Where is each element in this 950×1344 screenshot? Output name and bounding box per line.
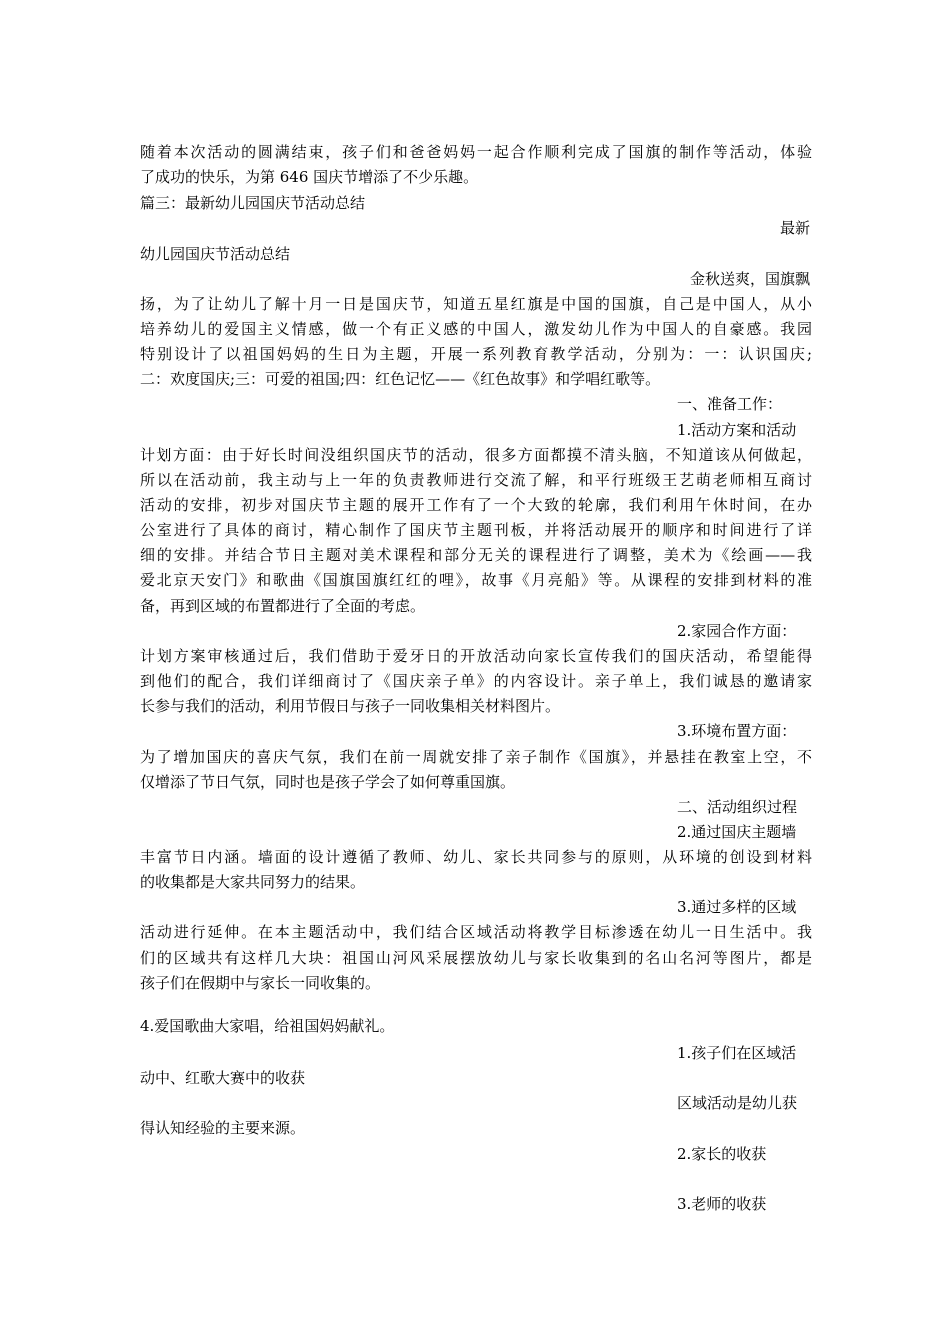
body-text-line: 计划方面：由于好长时间没组织国庆节的活动，很多方面都摸不清头脑，不知道该从何做起，	[140, 446, 812, 464]
body-text-line: 的收集都是大家共同努力的结果。	[140, 873, 366, 891]
body-text-line: 丰富节日内涵。墙面的设计遵循了教师、幼儿、家长共同参与的原则，从环境的创设到材料	[140, 848, 812, 866]
body-text-line: 得认知经验的主要来源。	[140, 1119, 306, 1137]
subsection-heading: 二、活动组织过程	[677, 798, 798, 816]
document-title-part: 最新	[779, 219, 810, 237]
subsection-heading: 2.家园合作方面：	[677, 622, 797, 640]
body-text-line: 二：欢度国庆;三：可爱的祖国;四：红色记忆——《红色故事》和学唱红歌等。	[140, 370, 661, 388]
subsection-heading: 2.通过国庆主题墙	[677, 823, 797, 841]
body-text-line: 备，再到区域的布置都进行了全面的考虑。	[140, 597, 426, 615]
body-text-line: 所以在活动前，我主动与上一年的负责教师进行交流了解，和平行班级王艺萌老师相互商讨	[140, 471, 812, 489]
subsection-heading: 2.家长的收获	[677, 1145, 767, 1163]
body-text-line: 孩子们在假期中与家长一同收集的。	[140, 974, 381, 992]
body-text-line: 区域活动是幼儿获	[677, 1094, 798, 1112]
body-text-line: 活动进行延伸。在本主题活动中，我们结合区域活动将教学目标渗透在幼儿一日生活中。我	[140, 923, 812, 941]
body-text-line: 细的安排。并结合节日主题对美术课程和部分无关的课程进行了调整，美术为《绘画——我	[140, 546, 812, 564]
body-text-line: 为了增加国庆的喜庆气氛，我们在前一周就安排了亲子制作《国旗》，并悬挂在教室上空，不	[140, 748, 812, 766]
body-text-line: 特别设计了以祖国妈妈的生日为主题，开展一系列教育教学活动，分别为：一：认识国庆;	[140, 345, 812, 363]
body-text-line: 了成功的快乐，为第 646 国庆节增添了不少乐趣。	[140, 168, 479, 186]
subsection-heading: 4.爱国歌曲大家唱，给祖国妈妈献礼。	[140, 1017, 395, 1035]
subsection-heading: 3.老师的收获	[677, 1195, 767, 1213]
body-text-line: 活动的安排，初步对国庆节主题的展开工作有了一个大致的轮廓，我们利用午休时间，在办	[140, 496, 812, 514]
body-text-line: 扬，为了让幼儿了解十月一日是国庆节，知道五星红旗是中国的国旗，自己是中国人，从小	[140, 295, 812, 313]
body-text-line: 动中、红歌大赛中的收获	[140, 1069, 306, 1087]
body-text-line: 长参与我们的活动，利用节假日与孩子一同收集相关材料图片。	[140, 697, 561, 715]
subsection-heading: 3.环境布置方面：	[677, 722, 797, 740]
body-text-line: 爱北京天安门》和歌曲《国旗国旗红红的哩》，故事《月亮船》等。从课程的安排到材料的准	[140, 571, 812, 589]
document-title-part: 幼儿园国庆节活动总结	[140, 245, 291, 263]
body-text-line: 随着本次活动的圆满结束，孩子们和爸爸妈妈一起合作顺利完成了国旗的制作等活动，体验	[140, 143, 812, 161]
body-text-line: 金秋送爽，国旗飘	[689, 270, 810, 288]
body-text-line: 培养幼儿的爱国主义情感，做一个有正义感的中国人，激发幼儿作为中国人的自豪感。我园	[140, 320, 812, 338]
body-text-line: 到他们的配合，我们详细商讨了《国庆亲子单》的内容设计。亲子单上，我们诚恳的邀请家	[140, 672, 812, 690]
body-text-line: 仅增添了节日气氛，同时也是孩子学会了如何尊重国旗。	[140, 773, 516, 791]
subsection-heading: 3.通过多样的区域	[677, 898, 797, 916]
body-text-line: 们的区域共有这样几大块：祖国山河风采展摆放幼儿与家长收集到的名山名河等图片，都是	[140, 949, 812, 967]
body-text-line: 公室进行了具体的商讨，精心制作了国庆节主题刊板，并将活动展开的顺序和时间进行了详	[140, 521, 812, 539]
subsection-heading: 1.活动方案和活动	[677, 421, 797, 439]
body-text-line: 计划方案审核通过后，我们借助于爱牙日的开放活动向家长宣传我们的国庆活动，希望能得	[140, 647, 812, 665]
subsection-heading: 1.孩子们在区域活	[677, 1044, 797, 1062]
section-heading: 篇三：最新幼儿园国庆节活动总结	[140, 194, 366, 212]
subsection-heading: 一、准备工作：	[677, 395, 783, 413]
